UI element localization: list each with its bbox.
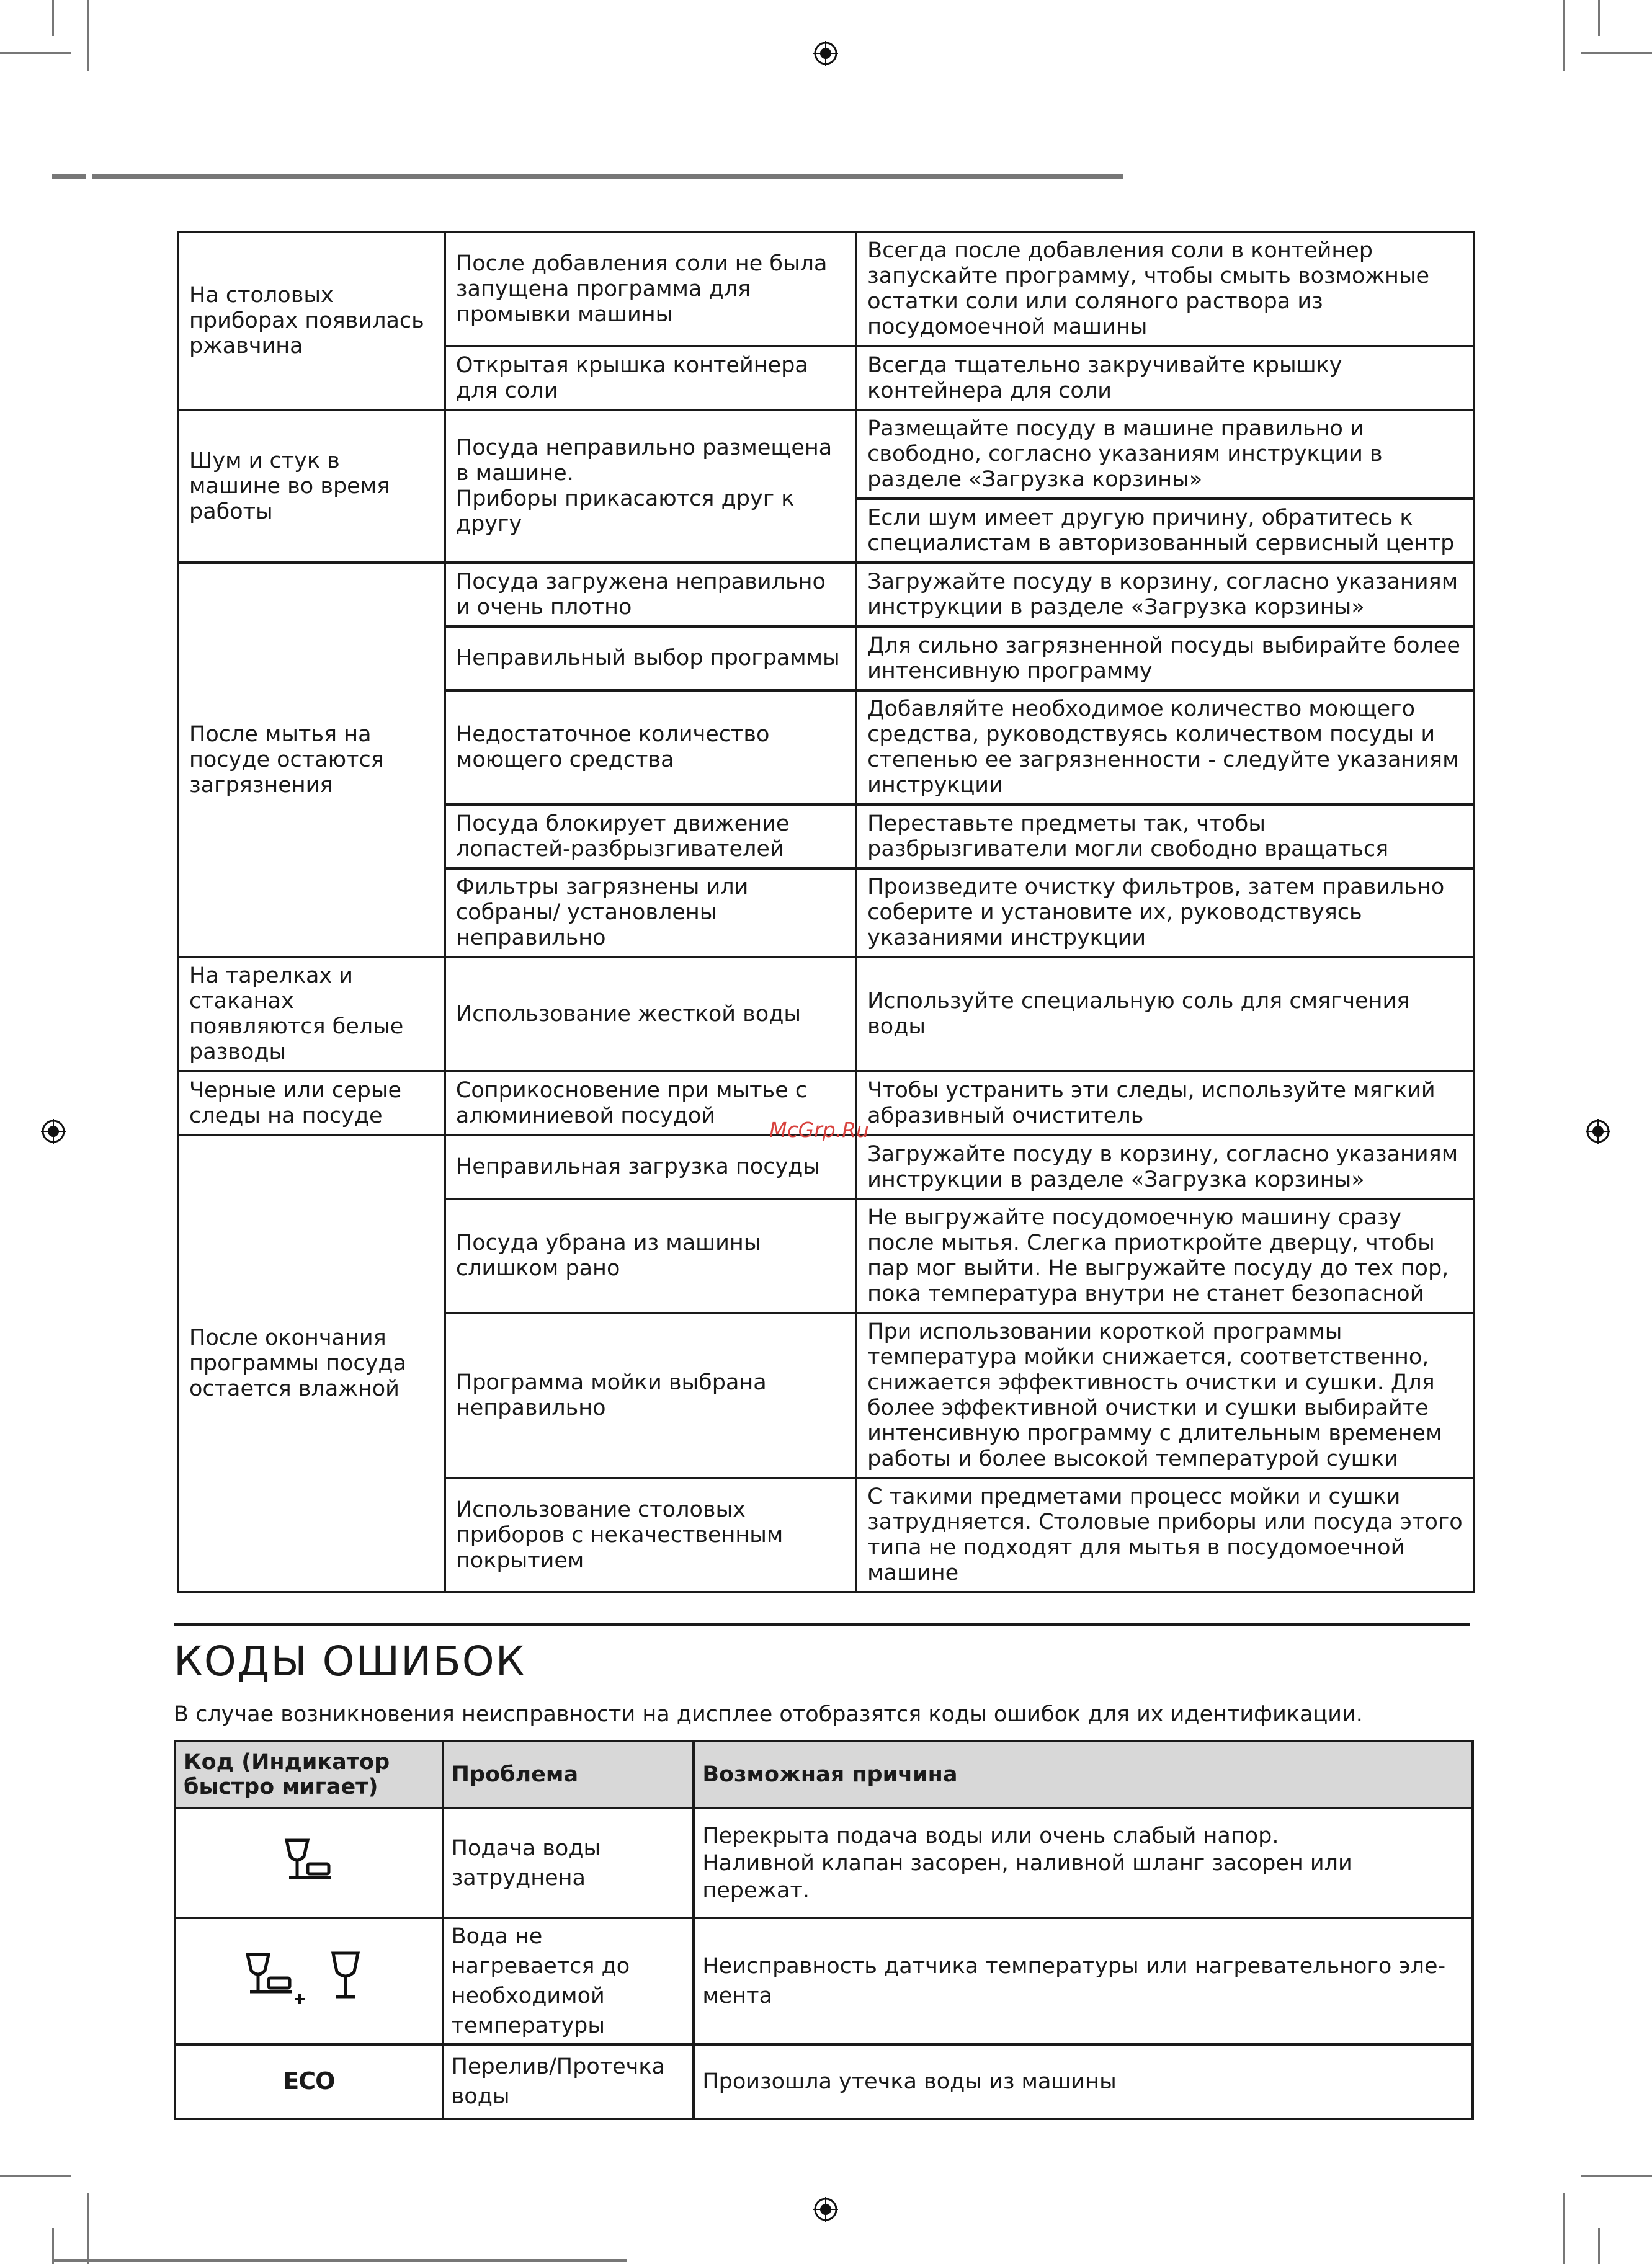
cause-cell: Неправильный выбор программы — [445, 626, 856, 690]
cause-cell: Посуда загружена неправильно и очень плотно — [445, 563, 856, 626]
solution-cell: При использовании короткой программы температура мойки снижается, соответственно, снижается эффективность очистки и сушки. Для более эффективной очистки и сушки выбирайте интенсивную программу с длительным временем работы и более высокой температурой сушки — [856, 1313, 1474, 1478]
table-row — [175, 1918, 1473, 2044]
crop-mark — [1563, 2193, 1565, 2264]
problem-cell: После окончания программы посуда остается влажной — [178, 1135, 445, 1592]
section-title: КОДЫ ОШИБОК — [174, 1638, 526, 1685]
glass-plate-icon — [283, 1837, 335, 1881]
column-header: Возможная причина — [694, 1741, 1473, 1808]
solution-cell: Добавляйте необходимое количество моющего средства, руководствуясь количеством посуды и степенью ее загрязненности - следуйте указаниям инструкции — [856, 690, 1474, 804]
registration-mark-icon — [813, 41, 838, 66]
error-codes-table — [174, 1740, 1474, 2120]
solution-cell: Если шум имеет другую причину, обратитесь к специалистам в авторизованный сервисный центр — [856, 499, 1474, 563]
solution-cell: Используйте специальную соль для смягчения воды — [856, 957, 1474, 1071]
solution-cell: Не выгружайте посудомоечную машину сразу после мытья. Слегка приоткройте дверцу, чтобы пар мог выйти. Не выгружайте посуду до тех пор, пока температура внутри не станет безопасной — [856, 1199, 1474, 1313]
cause-cell: Открытая крышка контейнера для соли — [445, 346, 856, 410]
column-header: Код (Индикатор быстро мигает) — [175, 1741, 443, 1808]
section-divider — [174, 1623, 1470, 1626]
registration-mark-icon — [813, 2197, 838, 2222]
crop-mark — [52, 0, 54, 36]
problem-cell: Шум и стук в машине во время работы — [178, 410, 445, 563]
problem-cell: После мытья на посуде остаются загрязнения — [178, 563, 445, 957]
crop-mark — [1598, 0, 1600, 36]
table-row — [178, 563, 1474, 626]
crop-mark — [1581, 2175, 1652, 2177]
solution-cell: Для сильно загрязненной посуды выбирайте более интенсивную программу — [856, 626, 1474, 690]
cause-cell: Соприкосновение при мытье с алюминиевой посудой — [445, 1071, 856, 1135]
table-row — [175, 2044, 1473, 2119]
crop-mark — [1598, 2228, 1600, 2264]
table-row — [175, 1808, 1473, 1918]
solution-cell: С такими предметами процесс мойки и сушки затрудняется. Столовые приборы или посуда этого типа не подходят для мытья в посудомоечной машине — [856, 1478, 1474, 1592]
problem-cell: На столовых приборах появилась ржавчина — [178, 232, 445, 410]
table-row — [178, 957, 1474, 1071]
cause-cell: Посуда убрана из машины слишком рано — [445, 1199, 856, 1313]
solution-cell: Загружайте посуду в корзину, согласно указаниям инструкции в разделе «Загрузка корзины» — [856, 563, 1474, 626]
code-cell — [175, 2044, 443, 2119]
crop-mark — [87, 2193, 89, 2264]
solution-cell: Чтобы устранить эти следы, используйте мягкий абразивный очиститель — [856, 1071, 1474, 1135]
crop-mark — [87, 0, 89, 71]
cause-cell: Программа мойки выбрана неправильно — [445, 1313, 856, 1478]
header-bar — [92, 174, 1123, 179]
glass-plate-plus-glass-icon — [244, 1950, 374, 2005]
crop-mark — [1563, 0, 1565, 71]
table-row — [178, 1135, 1474, 1199]
cause-cell: Использование жесткой воды — [445, 957, 856, 1071]
solution-cell: Размещайте посуду в машине правильно и свободно, согласно указаниям инструкции в разделе «Загрузка корзины» — [856, 410, 1474, 499]
solution-cell: Всегда после добавления соли в контейнер запускайте программу, чтобы смыть возможные остатки соли или соляного раствора из посудомоечной машины — [856, 232, 1474, 346]
column-header: Проблема — [443, 1741, 694, 1808]
table-row — [178, 232, 1474, 346]
problem-cell: На тарелках и стаканах появляются белые разводы — [178, 957, 445, 1071]
cause-cell: Использование столовых приборов с некачественным покрытием — [445, 1478, 856, 1592]
crop-mark — [1581, 52, 1652, 54]
cause-cell: Неправильная загрузка посуды — [445, 1135, 856, 1199]
solution-cell: Всегда тщательно закручивайте крышку контейнера для соли — [856, 346, 1474, 410]
table-header-row — [175, 1741, 1473, 1808]
table-row — [178, 410, 1474, 499]
cause-cell: Фильтры загрязнены или собраны/ установлены неправильно — [445, 868, 856, 957]
watermark: McGrp.Ru — [769, 1118, 870, 1142]
crop-mark — [0, 52, 71, 54]
troubleshooting-table — [177, 231, 1475, 1593]
solution-cell: Переставьте предметы так, чтобы разбрызгиватели могли свободно вращаться — [856, 804, 1474, 868]
crop-mark — [0, 2175, 71, 2177]
registration-mark-icon — [41, 1119, 66, 1144]
code-cell — [175, 1808, 443, 1918]
cause-cell: Посуда неправильно размещена в машине. Приборы прикасаются друг к другу — [445, 410, 856, 563]
header-bar — [52, 174, 86, 179]
section-intro: В случае возникновения неисправности на дисплее отобразятся коды ошибок для их идентификации. — [174, 1702, 1363, 1727]
registration-mark-icon — [1586, 1119, 1610, 1144]
code-cell — [175, 1918, 443, 2044]
problem-cell: Черные или серые следы на посуде — [178, 1071, 445, 1135]
problem-cell: Подача воды затруднена — [443, 1808, 694, 1918]
footer-line — [52, 2259, 627, 2262]
cause-cell: Посуда блокирует движение лопастей-разбрызгивателей — [445, 804, 856, 868]
cause-cell: Неисправность датчика температуры или нагревательного эле- мента — [694, 1918, 1473, 2044]
problem-cell: Вода не нагревается до необходимой температуры — [443, 1918, 694, 2044]
cause-cell: Перекрыта подача воды или очень слабый напор. Наливной клапан засорен, наливной шланг засорен или пережат. — [694, 1808, 1473, 1918]
solution-cell: Загружайте посуду в корзину, согласно указаниям инструкции в разделе «Загрузка корзины» — [856, 1135, 1474, 1199]
eco-icon: ECO — [283, 2067, 335, 2095]
cause-cell: Недостаточное количество моющего средства — [445, 690, 856, 804]
cause-cell: Произошла утечка воды из машины — [694, 2044, 1473, 2119]
problem-cell: Перелив/Протечка воды — [443, 2044, 694, 2119]
cause-cell: После добавления соли не была запущена программа для промывки машины — [445, 232, 856, 346]
solution-cell: Произведите очистку фильтров, затем правильно соберите и установите их, руководствуясь указаниями инструкции — [856, 868, 1474, 957]
